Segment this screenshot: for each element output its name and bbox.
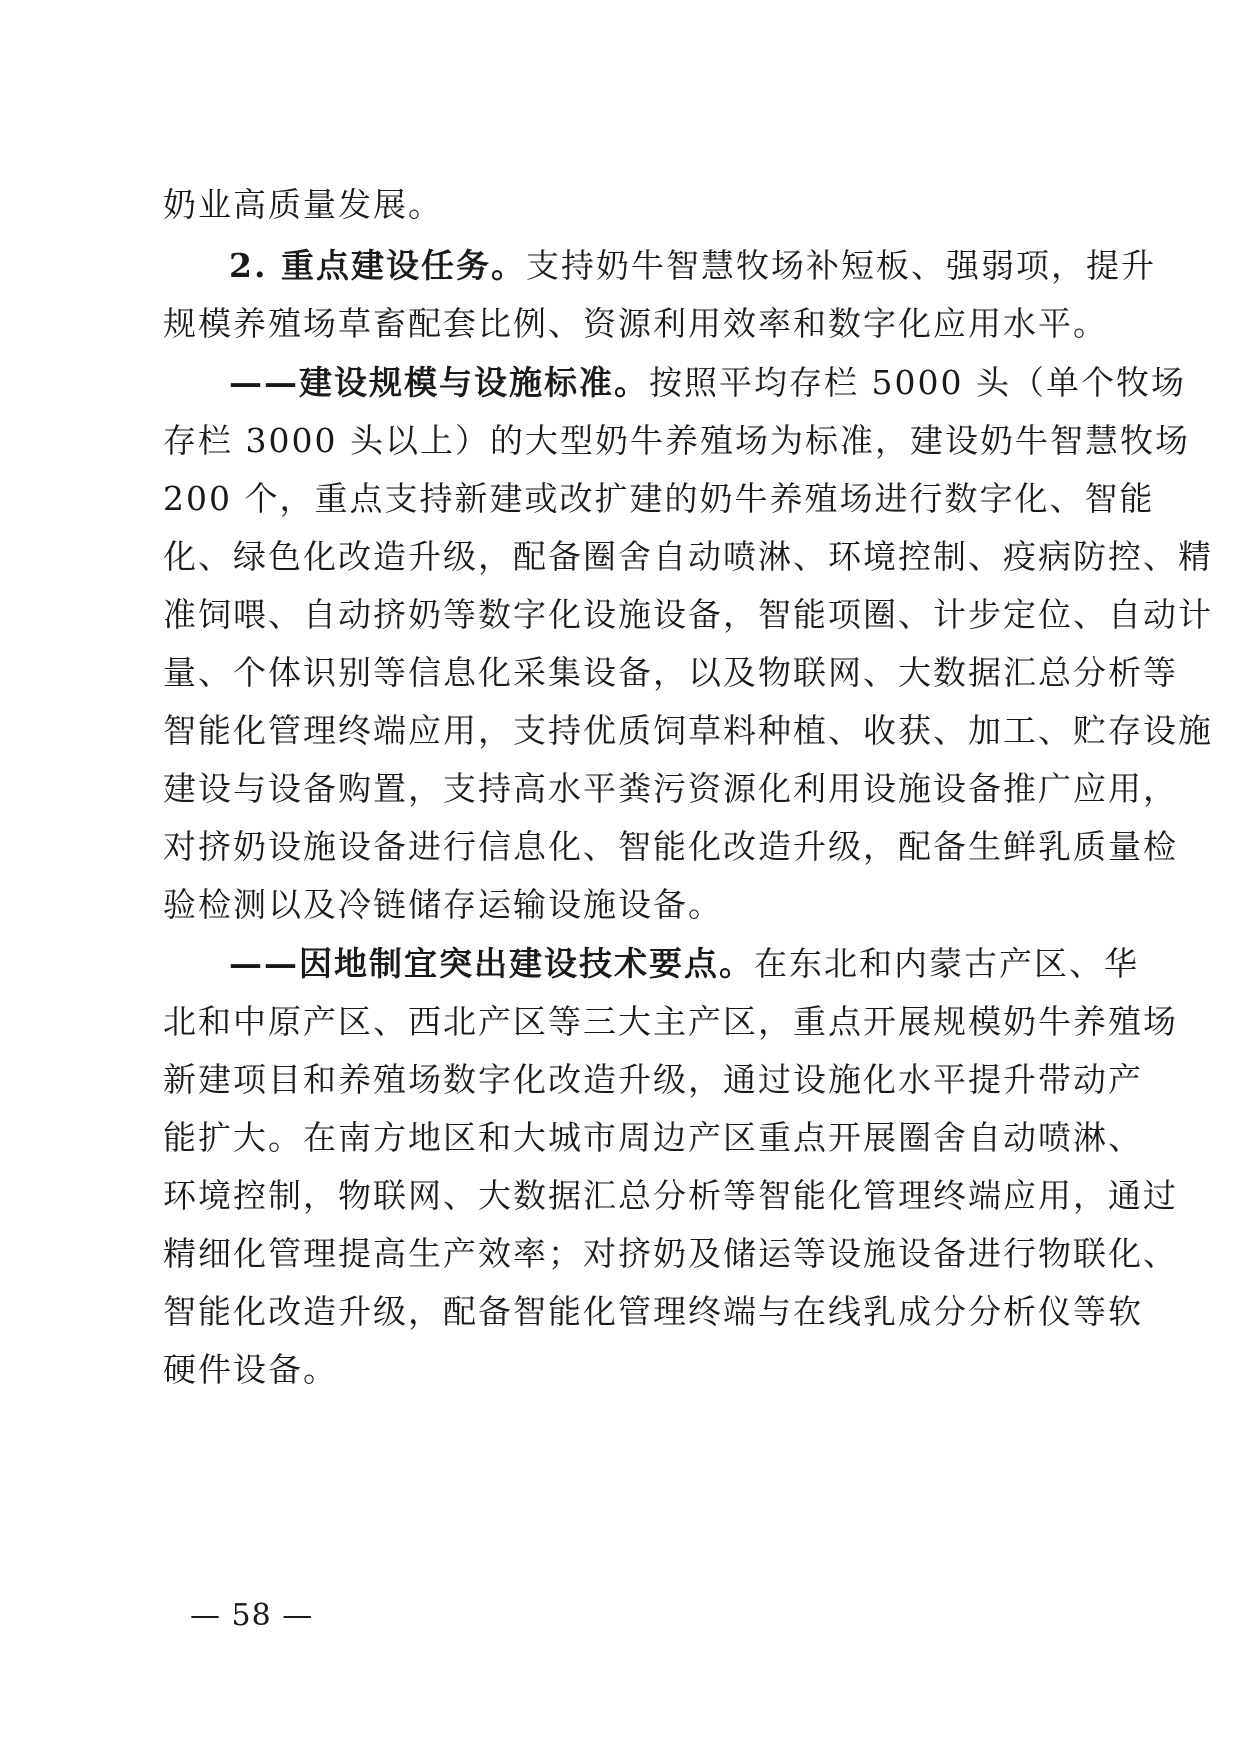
page-number: — 58 — [190, 1598, 314, 1633]
paragraph-3-line-6: 量、个体识别等信息化采集设备，以及物联网、大数据汇总分析等 [163, 653, 1178, 692]
paragraph-2-line-1 [229, 246, 1156, 286]
paragraph-2-line-1-text: 支持奶牛智慧牧场补短板、强弱项，提升 [525, 246, 1156, 285]
paragraph-4-line-7: 智能化改造升级，配备智能化管理终端与在线乳成分分析仪等软 [163, 1292, 1143, 1331]
paragraph-4-line-5: 环境控制，物联网、大数据汇总分析等智能化管理终端应用，通过 [163, 1176, 1178, 1215]
section-heading-key-tasks: 2. 重点建设任务。 [229, 246, 526, 285]
paragraph-3-line-1-text: 按照平均存栏 5000 头（单个牧场 [649, 363, 1186, 402]
paragraph-3-line-4: 化、绿色化改造升级，配备圈舍自动喷淋、环境控制、疫病防控、精 [163, 537, 1213, 576]
paragraph-3-line-9: 对挤奶设施设备进行信息化、智能化改造升级，配备生鲜乳质量检 [163, 827, 1178, 866]
paragraph-4-line-2: 北和中原产区、西北产区等三大主产区，重点开展规模奶牛养殖场 [163, 1002, 1178, 1041]
paragraph-4-line-6: 精细化管理提高生产效率；对挤奶及储运等设施设备进行物联化、 [163, 1234, 1178, 1273]
paragraph-2-line-2: 规模养殖场草畜配套比例、资源利用效率和数字化应用水平。 [163, 304, 1108, 343]
paragraph-3-line-5: 准饲喂、自动挤奶等数字化设施设备，智能项圈、计步定位、自动计 [163, 595, 1213, 634]
paragraph-4-line-3: 新建项目和养殖场数字化改造升级，通过设施化水平提升带动产 [163, 1060, 1143, 1099]
subheading-scale-standards: ——建设规模与设施标准。 [229, 363, 649, 402]
paragraph-4-line-8: 硬件设备。 [163, 1350, 338, 1389]
paragraph-4-line-1 [229, 944, 1139, 984]
paragraph-3-line-7: 智能化管理终端应用，支持优质饲草料种植、收获、加工、贮存设施 [163, 711, 1213, 750]
paragraph-3-line-8: 建设与设备购置，支持高水平粪污资源化利用设施设备推广应用， [163, 769, 1178, 808]
paragraph-4-line-4: 能扩大。在南方地区和大城市周边产区重点开展圈舍自动喷淋、 [163, 1118, 1143, 1157]
subheading-technical-points: ——因地制宜突出建设技术要点。 [229, 944, 754, 983]
paragraph-3-line-1 [229, 363, 1186, 403]
paragraph-1-line-1: 奶业高质量发展。 [163, 185, 443, 224]
paragraph-3-line-10: 验检测以及冷链储存运输设施设备。 [163, 885, 723, 924]
paragraph-3-line-2: 存栏 3000 头以上）的大型奶牛养殖场为标准，建设奶牛智慧牧场 [163, 421, 1190, 460]
paragraph-3-line-3: 200 个，重点支持新建或改扩建的奶牛养殖场进行数字化、智能 [163, 479, 1155, 518]
paragraph-4-line-1-text: 在东北和内蒙古产区、华 [754, 944, 1139, 983]
